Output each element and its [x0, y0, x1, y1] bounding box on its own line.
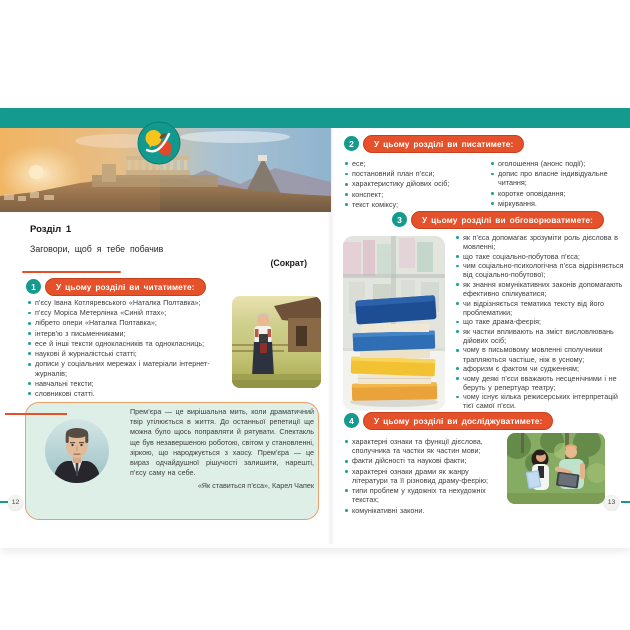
list-item: коротке оповідання;: [490, 189, 628, 198]
list-item: як частки впливають на зміст висловлювань дійових осіб;: [455, 327, 628, 345]
section-write-title: У цьому розділі ви писатимете:: [363, 135, 524, 153]
quote-text: Прем’єра — це вирішальна мить, коли драматичний твір утілюється в життя. До останньої репетиції ще можна було щось поправляти й рятувати. Спектакль ще був незавершеною роботою, світом у становленні, зіркою, що народжується з хаосу. Прем’єра — це вираз одчайдушної рішучості залишити, нарешті, п’єсу саму на себе.: [130, 407, 314, 478]
section-discuss-number-badge: 3: [392, 212, 407, 227]
list-item: текст коміксу;: [344, 200, 480, 209]
list-item: характерні ознаки та функції дієслова, сполучника та частки як частин мови;: [344, 437, 504, 455]
section-research-number-badge: 4: [344, 413, 359, 428]
list-item: допис про власне індивідуальне читання;: [490, 169, 628, 187]
list-item: чи відрізняється тематика тексту від його проблематики;: [455, 299, 628, 317]
list-item: афоризм є фактом чи судженням;: [455, 364, 628, 373]
section-research-header: [344, 412, 553, 430]
section-discuss-title: У цьому розділі ви обговорюватимете:: [411, 211, 604, 229]
list-item: есе;: [344, 159, 480, 168]
list-item: що таке драма-феєрія;: [455, 317, 628, 326]
list-item: есе й інші тексти однокласників та однокласниць;: [27, 339, 228, 348]
list-item: чому в письмовому мовленні сполучники трапляються частіше, ніж в усному;: [455, 345, 628, 363]
list-item: наукові й журналістські статті;: [27, 349, 228, 358]
list-item: міркування.: [490, 199, 628, 208]
quote-attribution: «Як ставиться п’єса», Карел Чапек: [197, 480, 314, 490]
list-item: навчальні тексти;: [27, 379, 228, 388]
karel-capek-portrait: [45, 419, 109, 483]
list-item: п’єсу Івана Котляревського «Наталка Полтавка»;: [27, 298, 228, 307]
chapter-label: Розділ 1: [30, 224, 72, 235]
writing-list-col1: [344, 159, 480, 210]
publisher-logo-icon: [137, 121, 181, 165]
list-item: як знання комунікативних законів допомагають ефективно спілкуватися;: [455, 280, 628, 298]
list-item: оголошення (анонс події);: [490, 159, 628, 168]
book-spread: [0, 108, 630, 548]
folk-dress-woman-photo: [232, 296, 321, 388]
research-list: [344, 437, 504, 516]
page-number-right: 13: [604, 495, 619, 510]
section-research-title: У цьому розділі ви досліджуватимете:: [363, 412, 553, 430]
list-item: що таке соціально-побутова п’єса;: [455, 252, 628, 261]
list-item: чим соціально-психологічна п’єса відрізняється від соціально-побутової;: [455, 261, 628, 279]
page-marker-dash-left: [0, 501, 8, 503]
section-discuss-header: [392, 211, 604, 229]
list-item: інтерв’ю з письменниками;: [27, 329, 228, 338]
list-item: конспект;: [344, 190, 480, 199]
quote-decor-line: [5, 413, 67, 415]
list-item: характеристику дійових осіб;: [344, 179, 480, 188]
section-read-number-badge: 1: [26, 279, 41, 294]
students-tablet-photo: [507, 433, 605, 504]
section-read-title: У цьому розділі ви читатимете:: [45, 278, 206, 296]
list-item: чому існує кілька режисерських інтерпретацій тієї самої п’єси.: [455, 392, 628, 410]
section-write-number-badge: 2: [344, 136, 359, 151]
list-item: п’єсу Моріса Метерлінка «Синій птах»;: [27, 308, 228, 317]
discussion-list: [455, 233, 628, 411]
chapter-underline: [22, 271, 121, 273]
chapter-attribution: (Сократ): [270, 258, 307, 268]
writing-lists: [344, 159, 628, 210]
list-item: характерні ознаки драми як жанру літератури та її різновид драму-феєрію;: [344, 467, 504, 485]
header-band: [0, 108, 630, 128]
list-item: постановний план п’єси;: [344, 169, 480, 178]
list-item: лібрето опери «Наталка Полтавка»;: [27, 318, 228, 327]
list-item: факти дійсності та наукові факти;: [344, 456, 504, 465]
list-item: типи проблем у художніх та нехудожніх текстах;: [344, 486, 504, 504]
list-item: дописи у соціальних мережах і матеріали інтернет-журналів;: [27, 359, 228, 377]
page-number-left: 12: [8, 495, 23, 510]
writing-list-col2: [490, 159, 628, 210]
list-item: чому деякі п’єси вважають несценічними і не беруть у репертуар театру;: [455, 374, 628, 392]
page-marker-dash-right: [621, 501, 630, 503]
quote-content: [130, 407, 314, 490]
reading-list: [27, 298, 228, 399]
section-write-header: [344, 135, 524, 153]
chapter-title: Заговори, щоб я тебе побачив: [30, 244, 164, 254]
list-item: комунікативні закони.: [344, 506, 504, 515]
list-item: як п’єса допомагає зрозуміти роль дієслова в мовленні;: [455, 233, 628, 251]
books-stack-photo: [343, 236, 445, 410]
section-read-header: [26, 278, 206, 296]
list-item: словникові статті.: [27, 389, 228, 398]
